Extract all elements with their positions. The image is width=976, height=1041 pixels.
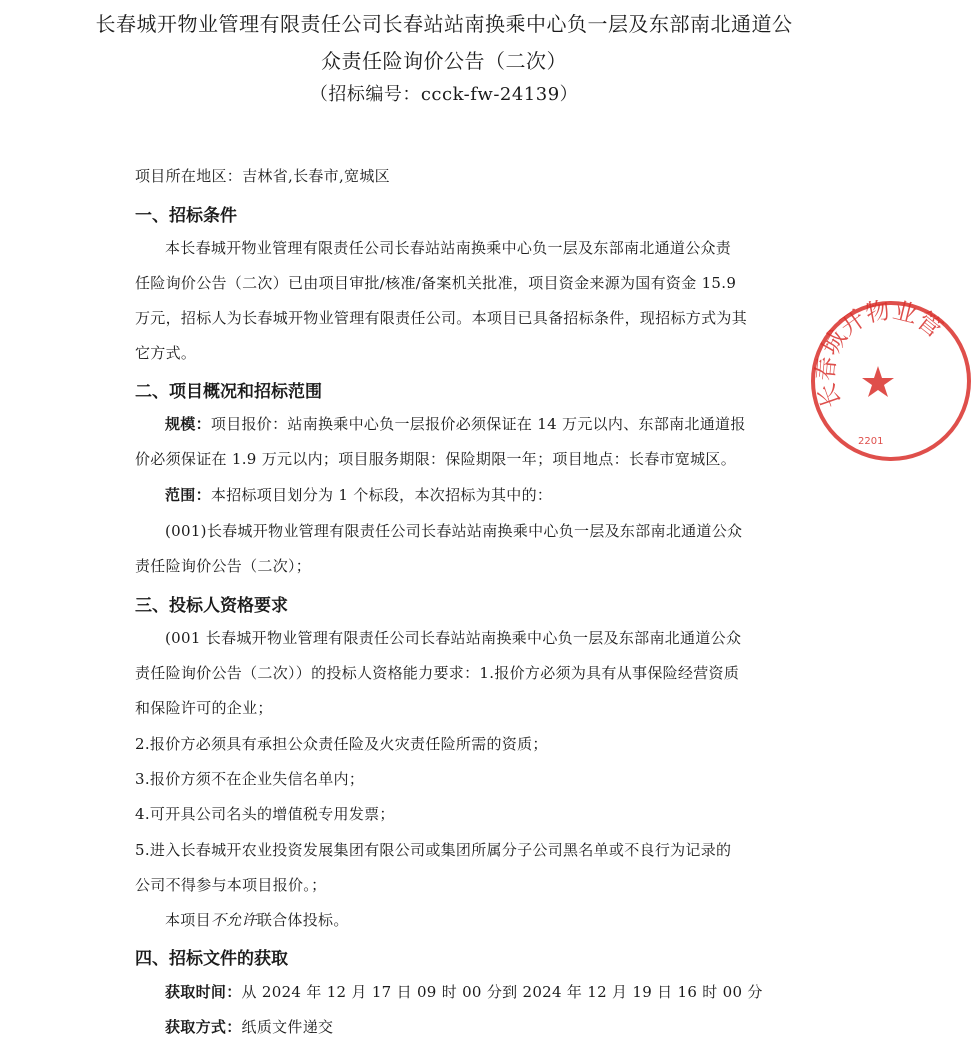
acquisition-time-text: 从 2024 年 12 月 17 日 09 时 00 分到 2024 年 12 月 19 日 16 时 00 分 bbox=[241, 983, 763, 1001]
acquisition-time-label: 获取时间： bbox=[165, 983, 242, 1001]
acquisition-method-label: 获取方式： bbox=[165, 1018, 242, 1036]
qualification-line: 责任险询价公告（二次））的投标人资格能力要求：1.报价方必须为具有从事保险经营资质 bbox=[135, 664, 740, 682]
scale-label: 规模： bbox=[165, 415, 211, 433]
qualification-line: (001 长春城开物业管理有限责任公司长春站站南换乘中心负一层及东部南北通道公众 bbox=[165, 629, 742, 647]
scale-line-2: 价必须保证在 1.9 万元以内；项目服务期限：保险期限一年；项目地点：长春市宽城区。 bbox=[135, 450, 736, 468]
section-1-line: 任险询价公告（二次）已由项目审批/核准/备案机关批准，项目资金来源为国有资金 15.9 bbox=[135, 274, 737, 292]
consortium-not-allowed: 不允许 bbox=[210, 911, 257, 929]
acquisition-time bbox=[165, 981, 763, 1002]
acquisition-method-text: 纸质文件递交 bbox=[241, 1018, 334, 1036]
consortium-suffix: 联合体投标。 bbox=[256, 911, 349, 929]
section-4-heading: 四、招标文件的获取 bbox=[135, 949, 288, 969]
document-title-line-1: 长春城开物业管理有限责任公司长春站站南换乘中心负一层及东部南北通道公 bbox=[95, 12, 793, 36]
section-1-line: 它方式。 bbox=[135, 344, 197, 362]
project-region: 项目所在地区：吉林省,长春市,宽城区 bbox=[135, 167, 390, 185]
qualification-line: 公司不得参与本项目报价。； bbox=[135, 876, 327, 894]
range-text: 本招标项目划分为 1 个标段，本次招标为其中的： bbox=[210, 486, 553, 504]
document-title-line-2: 众责任险询价公告（二次） bbox=[321, 49, 567, 73]
section-2-heading: 二、项目概况和招标范围 bbox=[135, 382, 322, 402]
section-1-line: 万元，招标人为长春城开物业管理有限责任公司。本项目已具备招标条件，现招标方式为其 bbox=[135, 309, 748, 327]
section-3-heading: 三、投标人资格要求 bbox=[135, 596, 288, 616]
scale-text: 项目报价：站南换乘中心负一层报价必须保证在 14 万元以内、东部南北通道报 bbox=[210, 415, 746, 433]
consortium-line bbox=[165, 909, 349, 930]
scale-line bbox=[165, 413, 746, 434]
lot-line-2: 责任险询价公告（二次）； bbox=[135, 557, 312, 575]
qualification-line: 5.进入长春城开农业投资发展集团有限公司或集团所属分子公司黑名单或不良行为记录的 bbox=[135, 841, 732, 859]
section-1-line: 本长春城开物业管理有限责任公司长春站站南换乘中心负一层及东部南北通道公众责 bbox=[165, 239, 732, 257]
qualification-line: 和保险许可的企业； bbox=[135, 699, 273, 717]
acquisition-method bbox=[165, 1016, 333, 1037]
range-line bbox=[165, 484, 552, 505]
qualification-line: 3.报价方须不在企业失信名单内； bbox=[135, 770, 365, 788]
seal-text: 长春城开物业管 bbox=[810, 296, 948, 412]
seal-star-icon bbox=[862, 366, 894, 397]
section-1-heading: 一、招标条件 bbox=[135, 206, 237, 226]
range-label: 范围： bbox=[165, 486, 211, 504]
consortium-prefix: 本项目 bbox=[165, 911, 211, 929]
lot-line: (001)长春城开物业管理有限责任公司长春站站南换乘中心负一层及东部南北通道公众 bbox=[165, 522, 743, 540]
company-seal bbox=[806, 296, 976, 466]
tender-number: （招标编号：ccck-fw-24139） bbox=[309, 84, 579, 105]
qualification-line: 4.可开具公司名头的增值税专用发票； bbox=[135, 805, 395, 823]
qualification-line: 2.报价方必须具有承担公众责任险及火灾责任险所需的资质； bbox=[135, 735, 548, 753]
seal-code: 2201 bbox=[858, 436, 884, 447]
